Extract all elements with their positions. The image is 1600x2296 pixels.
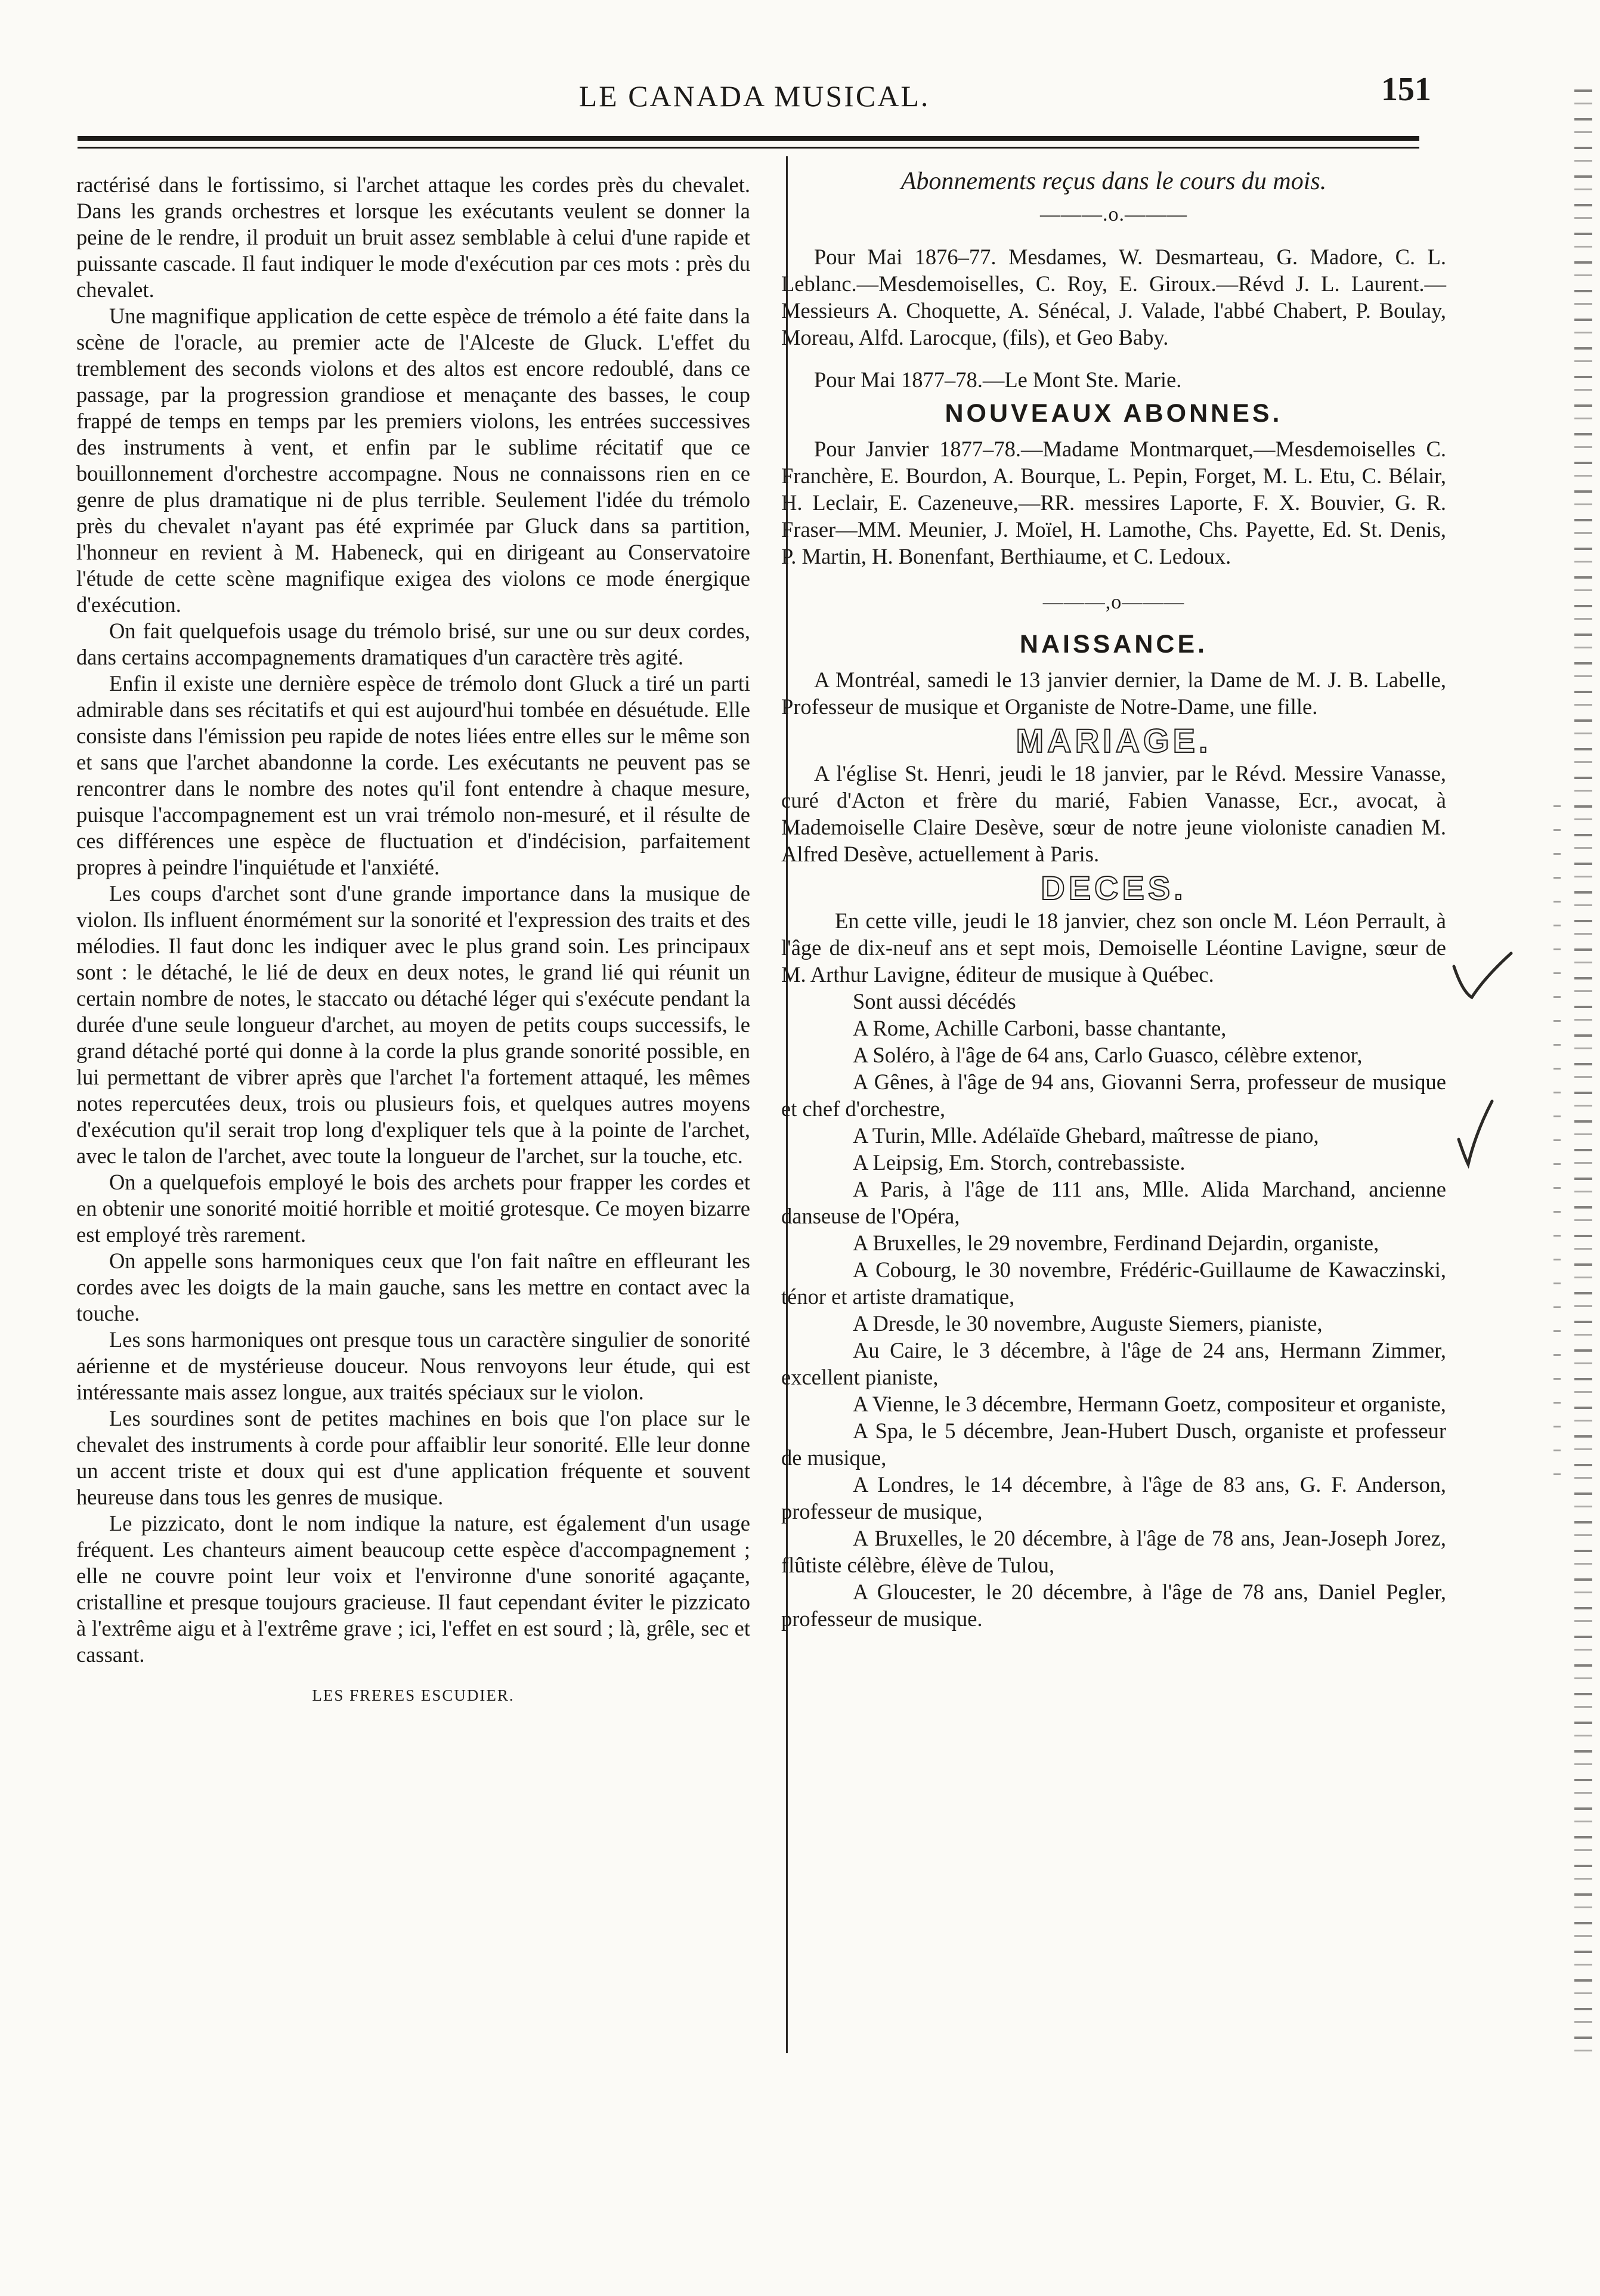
death-entry: A Gênes, à l'âge de 94 ans, Giovanni Serra, professeur de musique et chef d'orchestre, xyxy=(781,1070,1446,1121)
paragraph: Les sourdines sont de petites machines en bois que l'on place sur le chevalet des instruments à corde pour affaiblir leur sonorité. Elle leur donne un accent triste et doux qui est d'une application fréquente et souvent heureuse dans tous les genres de musique. xyxy=(76,1406,750,1509)
paragraph: On fait quelquefois usage du trémolo brisé, sur une ou sur deux cordes, dans certains accompagnements dramatiques d'un caractère très agité. xyxy=(76,619,750,669)
death-entry: Au Caire, le 3 décembre, à l'âge de 24 ans, Hermann Zimmer, excellent pianiste, xyxy=(781,1338,1446,1389)
new-subscribers-text: Pour Janvier 1877–78.—Madame Montmarquet,—Mesdemoiselles C. Franchère, E. Bourdon, A. Bourque, L. Pepin, Forget, M. L. Etu, C. Bélair, H. Leclair, E. Cazeneuve,—RR. messires Laporte, F. X. Bouvier, G. R. Fraser—MM. Meunier, J. Moïel, H. Lamothe, Chs. Payette, Ed. St. Denis, P. Martin, H. Bonenfant, Berthiaume, et C. Ledoux. xyxy=(781,437,1446,568)
scan-edge-artifact xyxy=(1553,805,1561,1491)
deaths-others-intro: Sont aussi décédés xyxy=(853,989,1016,1013)
pencil-check-mark-icon xyxy=(1455,1098,1497,1169)
spacer xyxy=(781,351,1446,366)
page-number: 151 xyxy=(1381,71,1431,108)
separator: ———.o.——— xyxy=(1040,203,1187,225)
death-entry: A Spa, le 5 décembre, Jean-Hubert Dusch, organiste et professeur de musique, xyxy=(781,1419,1446,1470)
death-entry: A Vienne, le 3 décembre, Hermann Goetz, compositeur et organiste, xyxy=(853,1392,1446,1416)
subscription-entry: Pour Mai 1876–77. Mesdames, W. Desmarteau, G. Madore, C. L. Leblanc.—Mesdemoiselles, C. Roy, E. Giroux.—Révd J. L. Laurent.—Messieurs A. Choquette, A. Sénécal, J. Valade, l'abbé Chabert, P. Boulay, Moreau, Alfd. Larocque, (fils), et Geo Baby. xyxy=(781,245,1446,350)
death-notice: En cette ville, jeudi le 18 janvier, chez son oncle M. Léon Perrault, à l'âge de dix-neuf ans et sept mois, Demoiselle Léontine Lavigne, sœur de M. Arthur Lavigne, éditeur de musique à Québec. xyxy=(781,908,1446,987)
new-subscribers-heading: NOUVEAUX ABONNES. xyxy=(945,399,1283,428)
deaths-heading: DECES. xyxy=(1041,869,1187,907)
birth-heading: NAISSANCE. xyxy=(1019,630,1208,659)
header-rule-thick xyxy=(78,136,1419,141)
paragraph: Les sons harmoniques ont presque tous un caractère singulier de sonorité aérienne et de mystérieuse douceur. Nous renvoyons leur étude, qui est intéressante mais assez longue, aux traités spéciaux sur le violon. xyxy=(76,1327,750,1404)
paragraph: Une magnifique application de cette espèce de trémolo a été faite dans la scène de l'oracle, au premier acte de l'Alceste de Gluck. L'effet du tremblement des seconds violons et des altos est encore redoublé, dans ce passage, par la progression grandiose et menaçante des basses, le coup frappé de temps en temps par les premiers violons, les entrées successives des instruments à vent, et enfin par le sublime récitatif que ce bouillonnement d'orchestre accompagne. Nous ne connaissons rien en ce genre de plus dramatique ni de plus terrible. Seulement l'idée du trémolo près du chevalet n'ayant pas été exprimée par Gluck dans sa partition, l'honneur en revient à M. Habeneck, qui en dirigeant au Conservatoire l'étude de cette scène magnifique exigea des violons ce mode énergique d'exécution. xyxy=(76,304,750,617)
paragraph: ractérisé dans le fortissimo, si l'archet attaque les cordes près du chevalet. Dans les grands orchestres et lorsque les exécutants veulent se donner la peine de le rendre, il produit un bruit assez semblable à celui d'une rapide et puissante cascade. Il faut indiquer le mode d'exécution par ces mots : près du chevalet. xyxy=(76,172,750,302)
paragraph: On appelle sons harmoniques ceux que l'on fait naître en effleurant les cordes avec les doigts de la main gauche, sans les mettre en contact avec la touche. xyxy=(76,1249,750,1325)
pencil-check-mark-icon xyxy=(1449,948,1515,1002)
scan-edge-artifact xyxy=(1574,89,1592,2058)
running-head: LE CANADA MUSICAL. xyxy=(578,79,930,113)
paragraph: Les coups d'archet sont d'une grande importance dans la musique de violon. Ils influent énormément sur la sonorité et l'expression des traits et des mélodies. Il faut donc les indiquer avec le plus grand soin. Les principaux sont : le détaché, le lié de deux en deux notes, le grand lié qui réunit un certain nombre de notes, le staccato ou détaché léger qui s'exécute pendant la durée d'une seule longueur d'archet, au moyen de petits coups successifs, le grand détaché porté qui donne à la corde la plus grande sonorité possible, en lui permettant de vibrer après que l'archet l'a fortement attaqué, les mêmes notes repercutées deux, trois ou plusieurs fois, et quelques autres moyens d'exécution qu'il serait trop long d'expliquer tels que à la pointe de l'archet, avec le talon de l'archet, avec toute la longueur de l'archet, sur la touche, etc. xyxy=(76,881,750,1168)
paragraph: Le pizzicato, dont le nom indique la nature, est également d'un usage fréquent. Les chanteurs aiment beaucoup cette espèce d'accompagnement ; elle ne couvre point leur voix et l'environne d'une sonorité agaçante, cristalline et presque toujours gracieuse. Il faut cependant éviter le pizzicato à l'extrême aigu et à l'extrême grave ; ici, l'effet en est sourd ; là, grêle, sec et cassant. xyxy=(76,1511,750,1667)
separator: ———,o——— xyxy=(1042,591,1185,613)
death-entry: A Bruxelles, le 20 décembre, à l'âge de 78 ans, Jean-Joseph Jorez, flûtiste célèbre, élève de Tulou, xyxy=(781,1526,1446,1577)
death-entry: A Rome, Achille Carboni, basse chantante, xyxy=(853,1016,1227,1040)
paragraph: On a quelquefois employé le bois des archets pour frapper les cordes et en obtenir une sonorité moitié horrible et moitié grotesque. Ce moyen bizarre est employé très rarement. xyxy=(76,1170,750,1247)
birth-text: A Montréal, samedi le 13 janvier dernier, la Dame de M. J. B. Labelle, Professeur de musique et Organiste de Notre-Dame, une fille. xyxy=(781,668,1446,719)
death-entry: A Londres, le 14 décembre, à l'âge de 83 ans, G. F. Anderson, professeur de musique, xyxy=(781,1472,1446,1524)
death-entry: A Soléro, à l'âge de 64 ans, Carlo Guasco, célèbre extenor, xyxy=(853,1043,1363,1067)
death-entry: A Leipsig, Em. Storch, contrebassiste. xyxy=(853,1150,1186,1175)
death-entry: A Paris, à l'âge de 111 ans, Mlle. Alida Marchand, ancienne danseuse de l'Opéra, xyxy=(781,1177,1446,1228)
subscription-entry: Pour Mai 1877–78.—Le Mont Ste. Marie. xyxy=(814,367,1182,392)
author-signature: LES FRERES ESCUDIER. xyxy=(312,1686,515,1704)
left-column xyxy=(76,172,750,1708)
marriage-text: A l'église St. Henri, jeudi le 18 janvier, par le Révd. Messire Vanasse, curé d'Acton et frère du marié, Fabien Vanasse, Ecr., avocat, à Mademoiselle Claire Desève, sœur de notre jeune violoniste canadien M. Alfred Desève, actuellement à Paris. xyxy=(781,761,1446,866)
death-entry: A Cobourg, le 30 novembre, Frédéric-Guillaume de Kawaczinski, ténor et artiste dramatique, xyxy=(781,1257,1446,1309)
deaths-list xyxy=(781,907,1446,1632)
paragraph: Enfin il existe une dernière espèce de trémolo dont Gluck a tiré un parti admirable dans ses récitatifs et qui est aujourd'hui tombée en désuétude. Elle consiste dans l'émission peu rapide de notes liées entre elles sur le même son et sans que l'archet abandonne la corde. Les exécutants ne peuvent pas se rencontrer dans le nombre des notes qu'il font entendre à chaque mesure, puisque l'accompagnement est un vrai trémolo non-mesuré, et il résulte de ces différences une espèce de fluctuation et d'indécision, parfaitement propres à peindre l'inquiétude et l'anxiété. xyxy=(76,671,750,879)
death-entry: A Gloucester, le 20 décembre, à l'âge de 78 ans, Daniel Pegler, professeur de musique. xyxy=(781,1580,1446,1631)
right-column xyxy=(781,168,1446,1632)
subscriptions-heading: Abonnements reçus dans le cours du mois. xyxy=(900,168,1327,195)
marriage-heading: MARIAGE. xyxy=(1016,722,1212,759)
header-rule-thin xyxy=(78,147,1419,149)
death-entry: A Bruxelles, le 29 novembre, Ferdinand Dejardin, organiste, xyxy=(853,1231,1379,1255)
death-entry: A Turin, Mlle. Adélaïde Ghebard, maîtresse de piano, xyxy=(853,1123,1319,1148)
death-entry: A Dresde, le 30 novembre, Auguste Siemers, pianiste, xyxy=(853,1311,1323,1336)
